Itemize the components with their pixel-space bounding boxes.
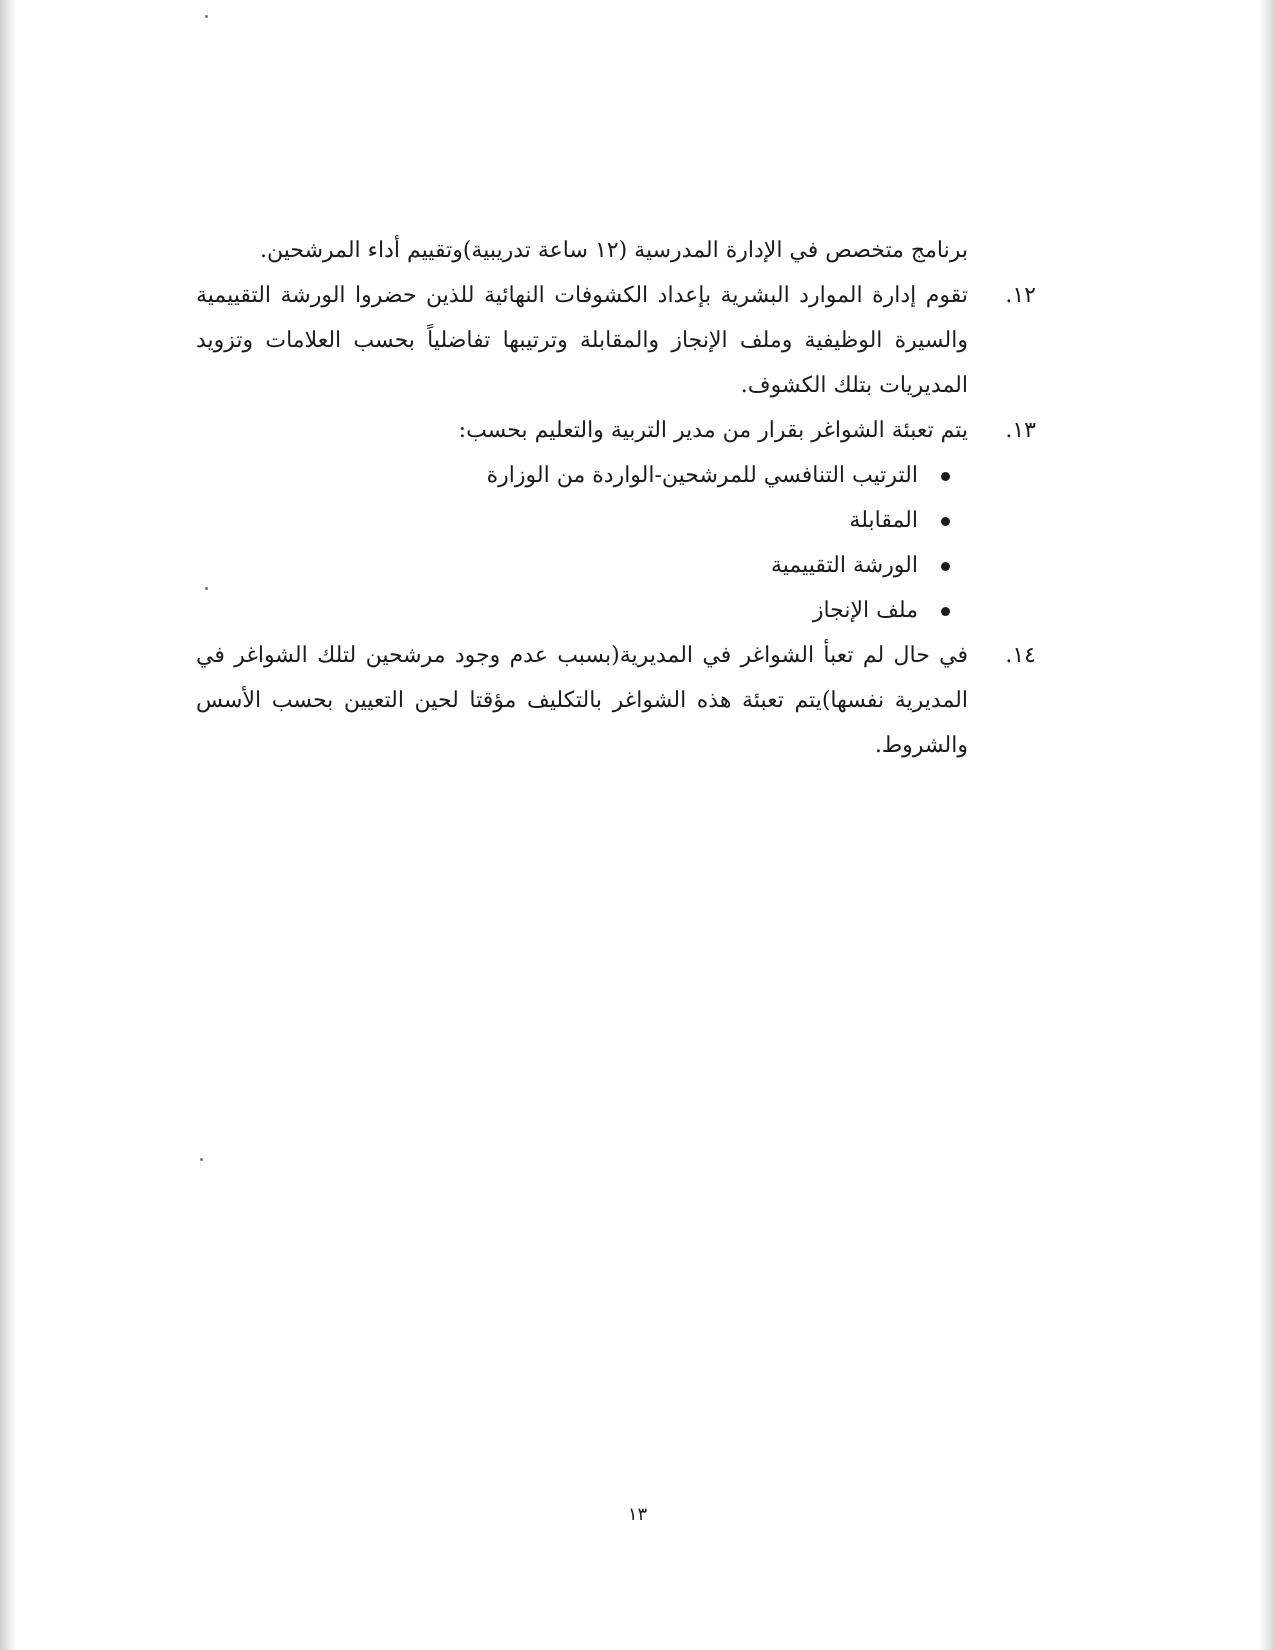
scan-speck [205, 15, 208, 18]
item-text: تقوم إدارة الموارد البشرية بإعداد الكشوفات النهائية للذين حضروا الورشة التقييمية والسيرة الوظيفية وملف الإنجاز والمقابلة وترتيبها تفاضلياً بحسب العلامات وتزويد المديريات بتلك الكشوف. [196, 283, 968, 398]
page-number: ١٣ [627, 1504, 648, 1525]
bullet-icon [941, 472, 950, 481]
list-item-14 [196, 633, 1036, 768]
intro-paragraph: برنامج متخصص في الإدارة المدرسية (١٢ ساعة تدريبية)وتقييم أداء المرشحين. [259, 238, 968, 263]
criteria-bullet-list [196, 453, 996, 633]
bullet-text: الورشة التقييمية [770, 553, 918, 578]
item-number: ١٤. [1005, 643, 1036, 668]
scan-speck [200, 1158, 203, 1161]
bullet-text: ملف الإنجاز [812, 598, 918, 623]
bullet-icon [941, 517, 950, 526]
bullet-icon [941, 607, 950, 616]
page-edge-left [0, 0, 16, 1650]
bullet-item [196, 543, 996, 588]
document-body [196, 228, 1036, 768]
list-item-12 [196, 273, 1036, 408]
page-edge-right [1259, 0, 1275, 1650]
item-number: ١٣. [1005, 418, 1036, 443]
bullet-icon [941, 562, 950, 571]
bullet-item [196, 453, 996, 498]
list-item-13 [196, 408, 1036, 453]
bullet-item [196, 498, 996, 543]
item-number: ١٢. [1005, 283, 1036, 308]
item-text: في حال لم تعبأ الشواغر في المديرية(بسبب عدم وجود مرشحين لتلك الشواغر في المديرية نفسها)يتم تعبئة هذه الشواغر بالتكليف مؤقتا لحين التعيين بحسب الأسس والشروط. [196, 643, 968, 758]
bullet-text: الترتيب التنافسي للمرشحين-الواردة من الوزارة [486, 463, 918, 488]
item-text: يتم تعبئة الشواغر بقرار من مدير التربية والتعليم بحسب: [458, 418, 968, 443]
bullet-item [196, 588, 996, 633]
bullet-text: المقابلة [849, 508, 918, 533]
